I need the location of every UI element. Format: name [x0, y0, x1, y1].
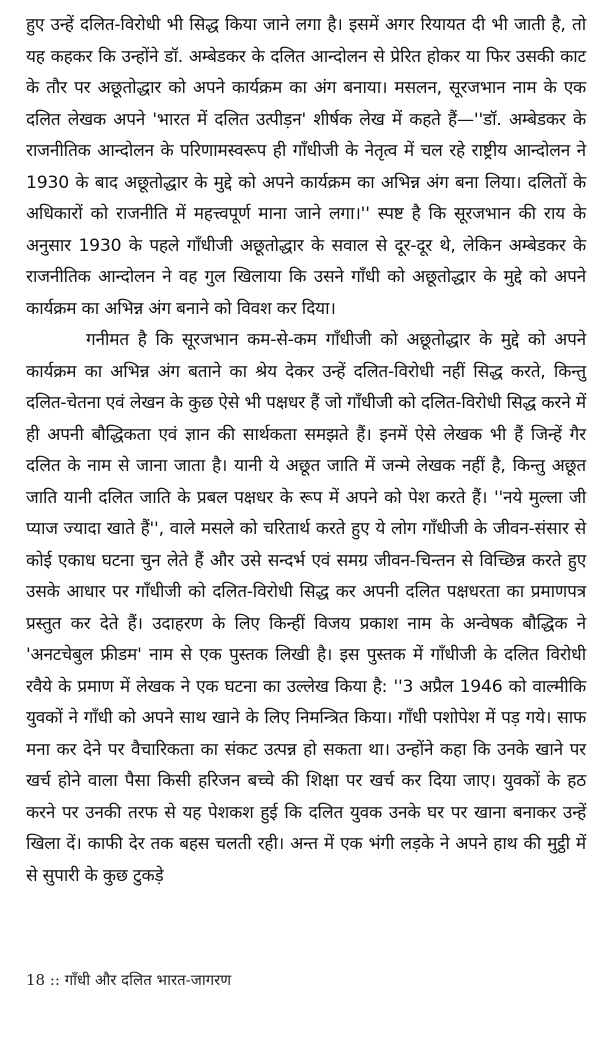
paragraph-2: गनीमत है कि सूरजभान कम-से-कम गाँधीजी को अछूतोद्धार के मुद्दे को अपने कार्यक्रम का अभिन्न अंग बताने का श्रेय देकर उन्हें दलित-विरोधी नहीं सिद्ध करते, किन्तु दलित-चेतना एवं लेखन के कुछ ऐसे भी पक्षधर हैं जो गाँधीजी को दलित-विरोधी सिद्ध करने में ही अपनी बौद्धिकता एवं ज्ञान की सार्थकता समझते हैं। इनमें ऐसे लेखक भी हैं जिन्हें गैर दलित के नाम से जाना जाता है। यानी ये अछूत जाति में जन्मे लेखक नहीं है, किन्तु अछूत जाति यानी दलित जाति के प्रबल पक्षधर के रूप में अपने को पेश करते हैं। ''नये मुल्ला जी प्याज ज्यादा खाते हैं'', वाले मसले को चरितार्थ करते हुए ये लोग गाँधीजी के जीवन-संसार से कोई एकाध घटना चुन लेते हैं और उसे सन्दर्भ एवं समग्र जीवन-चिन्तन से विच्छिन्न करते हुए उसके आधार पर गाँधीजी को दलित-विरोधी सिद्ध कर अपनी दलित पक्षधरता का प्रमाणपत्र प्रस्तुत कर देते हैं। उदाहरण के लिए किन्हीं विजय प्रकाश नाम के अन्वेषक बौद्धिक ने 'अनटचेबुल फ्रीडम' नाम से एक पुस्तक लिखी है। इस पुस्तक में गाँधीजी के दलित विरोधी रवैये के प्रमाण में लेखक ने एक घटना का उल्लेख किया है: ''3 अप्रैल 1946 को वाल्मीकि युवकों ने गाँधी को अपने साथ खाने के लिए निमन्त्रित किया। गाँधी पशोपेश में पड़ गये। साफ मना कर देने पर वैचारिकता का संकट उत्पन्न हो सकता था। उन्होंने कहा कि उनके खाने पर खर्च होने वाला पैसा किसी हरिजन बच्चे की शिक्षा पर खर्च कर दिया जाए। युवकों के हठ करने पर उनकी तरफ से यह पेशकश हुई कि दलित युवक उनके घर पर खाना बनाकर उन्हें खिला दें। काफी देर तक बहस चलती रही। अन्त में एक भंगी लड़के ने अपने हाथ की मुट्ठी में से सुपारी के कुछ टुकड़े — [26, 330, 586, 886]
page-body — [26, 10, 586, 892]
paragraph-1: हुए उन्हें दलित-विरोधी भी सिद्ध किया जाने लगा है। इसमें अगर रियायत दी भी जाती है, तो यह कहकर कि उन्होंने डॉ. अम्बेडकर के दलित आन्दोलन से प्रेरित होकर या फिर उसकी काट के तौर पर अछूतोद्धार को अपने कार्यक्रम का अंग बनाया। मसलन, सूरजभान नाम के एक दलित लेखक अपने 'भारत में दलित उत्पीड़न' शीर्षक लेख में कहते हैं—''डॉ. अम्बेडकर के राजनीतिक आन्दोलन के परिणामस्वरूप ही गाँधीजी के नेतृत्व में चल रहे राष्ट्रीय आन्दोलन ने 1930 के बाद अछूतोद्धार के मुद्दे को अपने कार्यक्रम का अभिन्न अंग बना लिया। दलितों के अधिकारों को राजनीति में महत्त्वपूर्ण माना जाने लगा।'' स्पष्ट है कि सूरजभान की राय के अनुसार 1930 के पहले गाँधीजी अछूतोद्धार के सवाल से दूर-दूर थे, लेकिन अम्बेडकर के राजनीतिक आन्दोलन ने वह गुल खिलाया कि उसने गाँधी को अछूतोद्धार के मुद्दे को अपने कार्यक्रम का अभिन्न अंग बनाने को विवश कर दिया। — [26, 15, 586, 319]
page-footer: 18 :: गाँधी और दलित भारत-जागरण — [26, 971, 232, 989]
